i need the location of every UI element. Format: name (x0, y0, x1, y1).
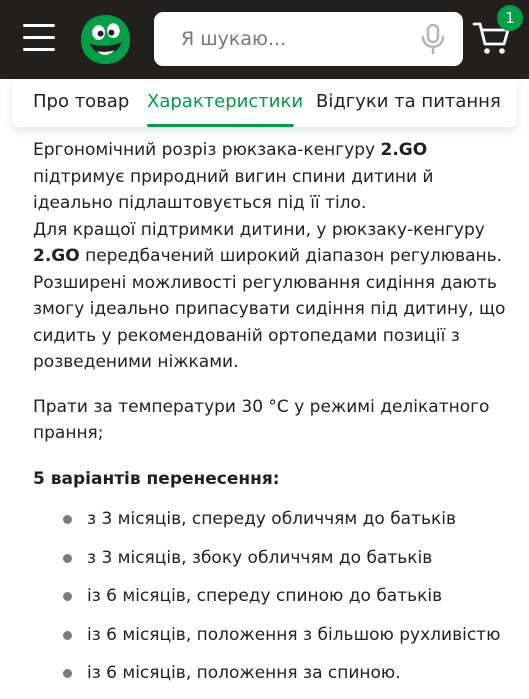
product-description (33, 137, 513, 699)
list-item: з 3 місяців, збоку обличчям до батьків (33, 545, 513, 584)
washing-instructions: Прати за температури 30 °C у режимі делікатного прання; (33, 396, 490, 443)
brand-name: 2.GO (33, 246, 80, 266)
tab-about[interactable]: Про товар (33, 91, 130, 112)
search-input[interactable] (154, 12, 404, 66)
description-paragraph: Для кращої підтримки дитини, у рюкзаку-кенгуру 2.GO передбачений широкий діапазон регулювань. Розширені можливості регулювання сидіння дають змогу ідеально припасувати сидіння під дитину, що сидить у рекомендованій ортопедами позиції з розведеними ніжками. (33, 219, 506, 372)
header (0, 0, 529, 79)
microphone-icon[interactable] (420, 24, 446, 54)
brand-name: 2.GO (380, 140, 428, 160)
search-bar (154, 12, 463, 66)
menu-icon[interactable] (23, 24, 55, 52)
cart-count-badge: 1 (497, 5, 523, 31)
bullet-icon (63, 669, 72, 678)
list-item: з 3 місяців, спереду обличчям до батьків (33, 506, 513, 545)
bullet-icon (63, 592, 72, 601)
active-tab-indicator (147, 124, 294, 127)
bullet-icon (63, 631, 72, 640)
product-tabs (12, 79, 517, 127)
carry-options-list (33, 506, 513, 699)
bullet-icon (63, 554, 72, 563)
tab-characteristics[interactable]: Характеристики (147, 91, 304, 112)
bullet-icon (63, 515, 72, 524)
list-item: із 6 місяців, спереду спиною до батьків (33, 583, 513, 622)
list-item: із 6 місяців, положення за спиною. (33, 660, 513, 699)
list-item: із 6 місяців, положення з більшою рухливістю (33, 622, 513, 661)
description-paragraph: Ергономічний розріз рюкзака-кенгуру 2.GO підтримує природний вигин спини дитини й ідеально підлаштовується під її тіло. (33, 140, 434, 213)
carry-options-heading: 5 варіантів перенесення: (33, 468, 280, 489)
logo-smiley-icon[interactable] (78, 12, 133, 67)
tab-reviews[interactable]: Відгуки та питання (316, 91, 501, 112)
